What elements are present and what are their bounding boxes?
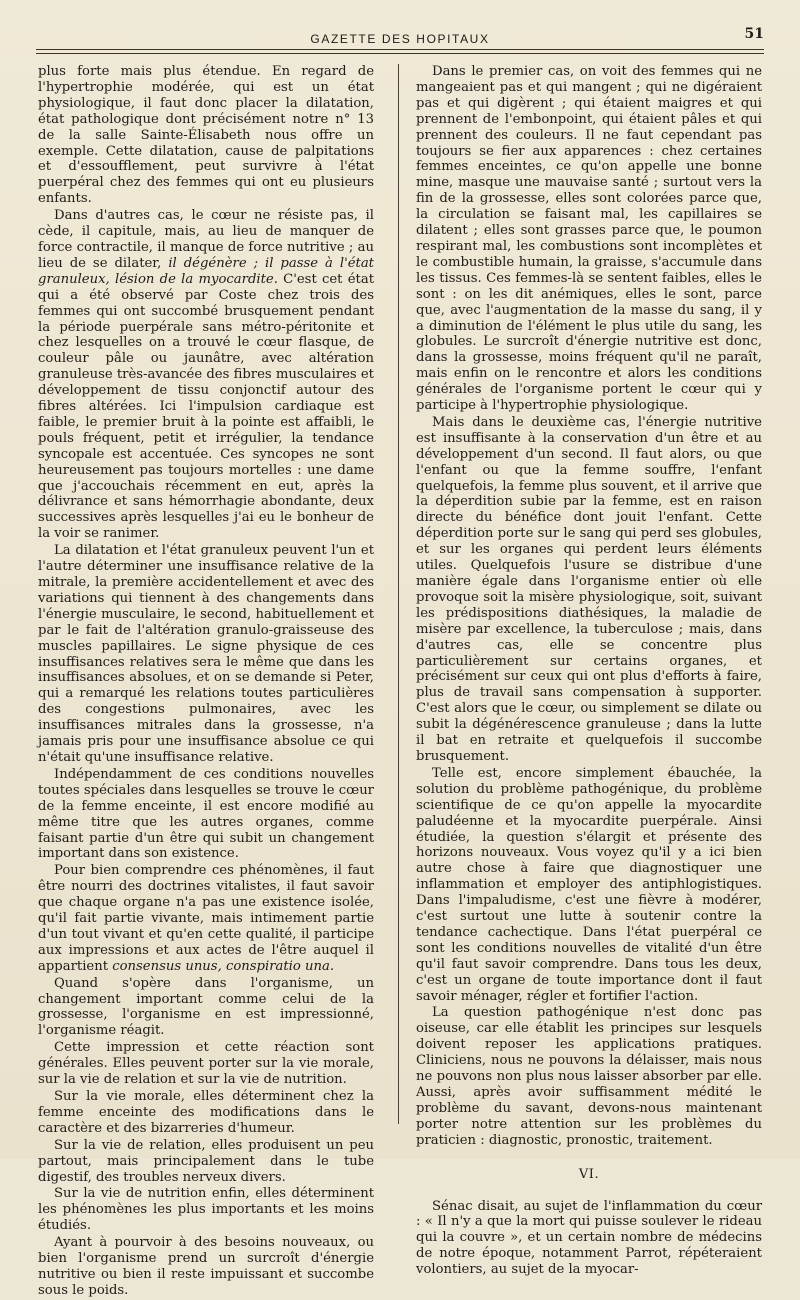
paragraph: Sénac disait, au sujet de l'inflammation du cœur : « Il n'y a que la mort qui puisse soulever le rideau qui la couvre », et un certain nombre de médecins de notre époque, notamment Parrot, répéteraient volontiers, au sujet de la myocar- — [416, 1198, 762, 1278]
paragraph: Indépendamment de ces conditions nouvelles toutes spéciales dans lesquelles se trouve le cœur de la femme enceinte, il est encore modifié au même titre que les autres organes, comme faisant partie d'un être qui subit un changement important dans son existence. — [38, 766, 374, 862]
paragraph-text: Pour bien comprendre ces phénomènes, il faut être nourri des doctrines vitalistes, il faut savoir que chaque organe n'a pas une existence isolée, qu'il fait partie vivante, mais intimement partie d'un tout vivant et qu'en cette qualité, il participe aux impressions et aux actes de l'être auquel il appartient — [38, 863, 374, 974]
paragraph: Sur la vie de relation, elles produisent un peu partout, mais principalement dans le tube digestif, des troubles nerveux divers. — [38, 1137, 374, 1185]
paragraph: Sur la vie morale, elles déterminent chez la femme enceinte des modifications dans le caractère et des bizarreries d'humeur. — [38, 1089, 374, 1136]
paragraph: Mais dans le deuxième cas, l'énergie nutritive est insuffisante à la conservation d'un être et au développement d'un second. Il faut alors, ou que l'enfant ou que la femme souffre, l'enfant quelquefois, la femme plus souvent, et il arrive que la déperdition subie par la femme, est en raison directe du bénéfice dont jouit l'enfant. Cette déperdition porte sur le sang qui perd ses globules, et sur les organes qui perdent leurs éléments utiles. Quelquefois l'usure se distribue d'une manière égale dans l'organisme entier où elle provoque soit la misère physiologique, soit, suivant les prédispositions diathésiques, la maladie de misère par excellence, la tuberculose ; mais, dans d'autres cas, elle se concentre plus particulièrement sur certains organes, et précisément sur ceux qui ont plus d'efforts à faire, plus de travail sans compensation à supporter. C'est alors que le cœur, ou simplement se dilate ou subit la dégénérescence granuleuse ; dans la lutte il bat en retraite et quelquefois il succombe brusquement. — [416, 414, 762, 764]
italic-phrase: il dégénère ; il passe à l'état granuleux, lésion de la myocardite. — [38, 255, 374, 287]
italic-phrase: consensus unus, conspiratio una. — [112, 958, 335, 974]
paragraph: Quand s'opère dans l'organisme, un changement important comme celui de la grossesse, l'organisme en est impressionné, l'organisme réagit. — [38, 975, 374, 1039]
paragraph — [38, 863, 374, 974]
paragraph: Telle est, encore simplement ébauchée, la solution du problème pathogénique, du problème scientifique de ce qu'on appelle la myocardite paludéenne et la myocardite puerpérale. Ainsi étudiée, la question s'élargit et présente des horizons nouveaux. Vous voyez qu'il y a ici bien autre chose à faire que diagnostiquer une inflammation et employer des antiphlogistiques. Dans l'impaludisme, c'est une fièvre à modérer, c'est surtout une lutte à soutenir contre la tendance cachectique. Dans l'état puerpéral ce sont les conditions nouvelles de vitalité d'un être qu'il faut savoir comprendre. Dans tous les deux, c'est un organe de toute importance dont il faut savoir ménager, régler et fortifier l'action. — [416, 765, 762, 1004]
paragraph: plus forte mais plus étendue. En regard de l'hypertrophie modérée, qui est un état physiologique, il faut donc placer la dilatation, état pathologique dont précisément notre n° 13 de la salle Sainte-Élisabeth nous offre un exemple. Cette dilatation, cause de palpitations et d'essoufflement, peut survivre à l'état puerpéral chez des femmes qui ont eu plusieurs enfants. — [38, 64, 374, 207]
publication-title: GAZETTE DES HOPITAUX — [310, 32, 490, 46]
right-column — [416, 64, 762, 1279]
paragraph: Cette impression et cette réaction sont générales. Elles peuvent porter sur la vie morale, sur la vie de relation et sur la vie de nutrition. — [38, 1040, 374, 1088]
page-number: 51 — [744, 26, 764, 42]
paragraph — [38, 208, 374, 542]
left-column — [38, 64, 374, 1300]
paragraph-text: Dans d'autres cas, le cœur ne résiste pas, il cède, il capitule, mais, au lieu de manquer de force contractile, il manque de force nutritive ; au lieu de se dilater, — [38, 208, 374, 271]
paragraph: La question pathogénique n'est donc pas oiseuse, car elle établit les principes sur lesquels doivent reposer les applications pratiques. Cliniciens, nous ne pouvons la délaisser, mais nous ne pouvons non plus nous laisser absorber par elle. Aussi, après avoir suffisamment médité le problème du savant, devons-nous maintenant porter notre attention sur les problèmes du praticien : diagnostic, pronostic, traitement. — [416, 1005, 762, 1148]
paragraph-text: C'est cet état qui a été observé par Coste chez trois des femmes qui ont succombé brusquement pendant la période puerpérale sans métro-péritonite et chez lesquelles on a trouvé le cœur flasque, de couleur pâle ou jaunâtre, avec altération granuleuse très-avancée des fibres musculaires et développement de tissu conjonctif autour des fibres altérées. Ici l'impulsion cardiaque est faible, le premier bruit à la pointe est affaibli, le pouls fréquent, petit et irrégulier, la tendance syncopale est accentuée. Ces syncopes ne sont heureusement pas toujours mortelles : une dame que j'accouchais récemment en eut, après la délivrance et sans hémorrhagie abondante, deux successives après lesquelles j'ai eu le bonheur de la voir se ranimer. — [38, 271, 374, 542]
paragraph: Ayant à pourvoir à des besoins nouveaux, ou bien l'organisme prend un surcroît d'énergie nutritive ou bien il reste impuissant et succombe sous le poids. — [38, 1235, 374, 1298]
paragraph: Sur la vie de nutrition enfin, elles déterminent les phénomènes les plus importants et les moins étudiés. — [38, 1186, 374, 1234]
running-head — [36, 26, 764, 50]
paragraph: La dilatation et l'état granuleux peuvent l'un et l'autre déterminer une insuffisance relative de la mitrale, la première accidentellement et avec des variations qui tiennent à des changements dans l'énergie musculaire, le second, habituellement et par le fait de l'altération granulo-graisseuse des muscles papillaires. Le signe physique de ces insuffisances relatives sera le même que dans les insuffisances absolues, et on se demande si Peter, qui a remarqué les relations toutes particulières des congestions pulmonaires, avec les insuffisances mitrales dans la grossesse, n'a jamais pris pour une insuffisance absolue ce qui n'était qu'une insuffisance relative. — [38, 543, 374, 765]
section-heading: VI. — [578, 1166, 600, 1182]
column-divider — [398, 64, 399, 1124]
header-double-rule — [36, 49, 764, 54]
paragraph: Dans le premier cas, on voit des femmes qui ne mangeaient pas et qui mangent ; qui ne digéraient pas et qui digèrent ; qui étaient maigres et qui prennent de l'embonpoint, qui étaient pâles et qui prennent des couleurs. Il ne faut cependant pas toujours se fier aux apparences : chez certaines femmes enceintes, ce qu'on appelle une bonne mine, masque une mauvaise santé ; surtout vers la fin de la grossesse, elles sont colorées parce que, la circulation se faisant mal, les capillaires se dilatent ; elles sont grasses parce que, le poumon respirant mal, les combustions sont incomplètes et le combustible humain, la graisse, s'accumule dans les tissus. Ces femmes-là se sentent faibles, elles le sont : on les dit anémiques, elles le sont, parce que, avec l'augmentation de la masse du sang, il y a diminution de l'élément le plus utile du sang, les globules. Le surcroît d'énergie nutritive est donc, dans la grossesse, moins fréquent qu'il ne paraît, mais enfin on le rencontre et alors les conditions générales de l'organisme portent le cœur qui y participe à l'hypertrophie physiologique. — [416, 64, 762, 414]
